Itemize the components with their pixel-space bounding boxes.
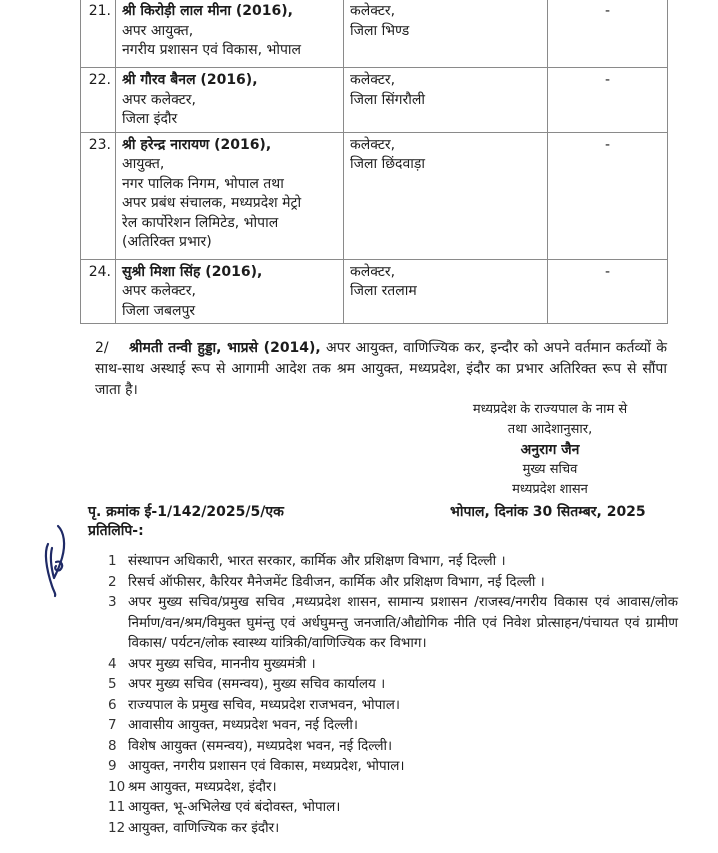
paragraph-text: अपर आयुक्त, वाणिज्यिक कर, इन्दौर को अपने वर्तमान कर्तव्यों के साथ-साथ अस्थाई रूप से आगामी आदेश तक श्रम आयुक्त, मध्यप्रदेश, इंदौर का प्रभार अतिरिक्त रूप से सौंपा जाता है। (95, 340, 667, 398)
item-number: 5 (108, 676, 117, 692)
place-date-line: भोपाल, दिनांक 30 सितम्बर, 2025 (450, 504, 646, 520)
list-item (108, 777, 678, 798)
signatory-designation: मुख्य सचिव (522, 462, 578, 477)
item-number: 6 (108, 696, 117, 713)
item-text: आयुक्त, भू-अभिलेख एवं बंदोवस्त, भोपाल। (128, 799, 341, 815)
list-item (108, 572, 678, 593)
reference-number: पृ. क्रमांक ई-1/142/2025/5/एक (88, 504, 284, 520)
handwritten-initials-icon (36, 522, 76, 598)
new-posting (344, 0, 548, 68)
table-row (81, 68, 668, 133)
current-post: अपर कलेक्टर, (122, 283, 196, 299)
item-number: 3 (108, 594, 117, 610)
officer-name: सुश्री मिशा सिंह (2016), (122, 263, 263, 280)
item-text: आयुक्त, नगरीय प्रशासन एवं विकास, मध्यप्रदेश, भोपाल। (128, 758, 405, 774)
item-text: आयुक्त, वाणिज्यिक कर इंदौर। (128, 819, 280, 836)
table-row (81, 132, 668, 259)
item-text: श्रम आयुक्त, मध्यप्रदेश, इंदौर। (128, 778, 277, 795)
item-number: 10 (108, 778, 126, 795)
item-number: 1 (108, 553, 117, 569)
officer-name: श्री गौरव बैनल (2016), (122, 72, 258, 88)
list-item (108, 818, 678, 839)
remark: - (548, 132, 668, 259)
item-text: रिसर्च ऑफीसर, कैरियर मैनेजमेंट डिवीजन, कार्मिक और प्रशिक्षण विभाग, नई दिल्ली । (128, 573, 545, 590)
item-text: विशेष आयुक्त (समन्वय), मध्यप्रदेश भवन, नई दिल्ली। (128, 737, 393, 754)
current-post: अपर आयुक्त, (122, 22, 194, 39)
officer-name: श्री किरोड़ी लाल मीना (2016), (122, 3, 293, 19)
table-row (81, 259, 668, 324)
item-text: राज्यपाल के प्रमुख सचिव, मध्यप्रदेश राजभवन, भोपाल। (128, 696, 401, 713)
current-office: नगरीय प्रशासन एवं विकास, भोपाल (122, 42, 302, 58)
new-posting (344, 68, 548, 133)
list-item (108, 654, 678, 675)
authority-line-1: मध्यप्रदेश के राज्यपाल के नाम से (472, 402, 628, 417)
copy-distribution-list (108, 551, 678, 838)
item-text: अपर मुख्य सचिव/प्रमुख सचिव ,मध्यप्रदेश शासन, सामान्य प्रशासन /राजस्व/नगरीय विकास एवं आवास/लोक निर्माण/वन/श्रम/विमुक्त घुमंन्तु एवं अर्धघुमन्तु जनजाति/औद्योगिक नीति एवं निवेश प्रोत्साहन/पंचायत एवं ग्रामीण विकास/ पर्यटन/लोक स्वास्थ्य यांत्रिकी/वाणिज्यिक कर विभाग। (128, 594, 678, 651)
item-text: अपर मुख्य सचिव (समन्वय), मुख्य सचिव कार्यालय । (128, 676, 386, 692)
new-posting (344, 259, 548, 324)
new-district: जिला रतलाम (350, 283, 417, 299)
current-post: आयुक्त, (122, 156, 165, 172)
additional-charge: (अतिरिक्त प्रभार) (122, 234, 212, 250)
current-office: रेल कार्पोरेशन लिमिटेड, भोपाल (122, 214, 279, 231)
signatory-name: अनुराग जैन (520, 442, 580, 458)
item-text: संस्थापन अधिकारी, भारत सरकार, कार्मिक और प्रशिक्षण विभाग, नई दिल्ली । (128, 553, 506, 569)
additional-charge-paragraph (95, 338, 667, 401)
new-district: जिला सिंगरौली (350, 91, 426, 108)
authority-line-2: तथा आदेशानुसार, (507, 422, 593, 437)
current-office: जिला जबलपुर (122, 302, 196, 319)
item-number: 9 (108, 758, 117, 774)
list-item (108, 551, 678, 572)
new-post: कलेक्टर, (350, 136, 396, 153)
remark: - (548, 68, 668, 133)
serial-number: 22. (81, 68, 116, 133)
list-item (108, 695, 678, 716)
serial-number: 24. (81, 259, 116, 324)
serial-number: 23. (81, 132, 116, 259)
serial-number: 21. (81, 0, 116, 68)
item-number: 12 (108, 819, 126, 836)
officer-name: श्री हरेन्द्र नारायण (2016), (122, 136, 272, 153)
remark: - (548, 259, 668, 324)
current-office: जिला इंदौर (122, 111, 178, 127)
officer-name-bold: श्रीमती तन्वी हुड्डा, भाप्रसे (2014), (129, 340, 321, 356)
item-number: 8 (108, 737, 117, 754)
signatory-office: मध्यप्रदेश शासन (512, 482, 588, 497)
list-item (108, 756, 678, 777)
item-text: आवासीय आयुक्त, मध्यप्रदेश भवन, नई दिल्ली। (128, 717, 358, 733)
signature-block (440, 400, 660, 500)
item-number: 11 (108, 799, 126, 815)
item-number: 4 (108, 655, 117, 672)
new-post: कलेक्टर, (350, 3, 396, 19)
new-posting (344, 132, 548, 259)
paragraph-number: 2/ (95, 340, 109, 356)
item-number: 2 (108, 573, 117, 590)
current-office: अपर प्रबंध संचालक, मध्यप्रदेश मेट्रो (122, 195, 302, 211)
officer-details (116, 68, 344, 133)
officer-details (116, 259, 344, 324)
new-district: जिला भिण्ड (350, 22, 410, 39)
copy-heading: प्रतिलिपि-: (88, 523, 144, 539)
list-item (108, 736, 678, 757)
new-post: कलेक्टर, (350, 263, 396, 280)
current-office: नगर पालिक निगम, भोपाल तथा (122, 175, 284, 192)
table-row (81, 0, 668, 68)
new-post: कलेक्टर, (350, 72, 396, 88)
item-text: अपर मुख्य सचिव, माननीय मुख्यमंत्री । (128, 655, 316, 672)
transfer-order-table (80, 0, 668, 324)
officer-details (116, 132, 344, 259)
current-post: अपर कलेक्टर, (122, 91, 196, 108)
list-item (108, 797, 678, 818)
list-item (108, 674, 678, 695)
list-item (108, 715, 678, 736)
officer-details (116, 0, 344, 68)
remark: - (548, 0, 668, 68)
item-number: 7 (108, 717, 117, 733)
new-district: जिला छिंदवाड़ा (350, 156, 425, 172)
list-item (108, 592, 678, 654)
